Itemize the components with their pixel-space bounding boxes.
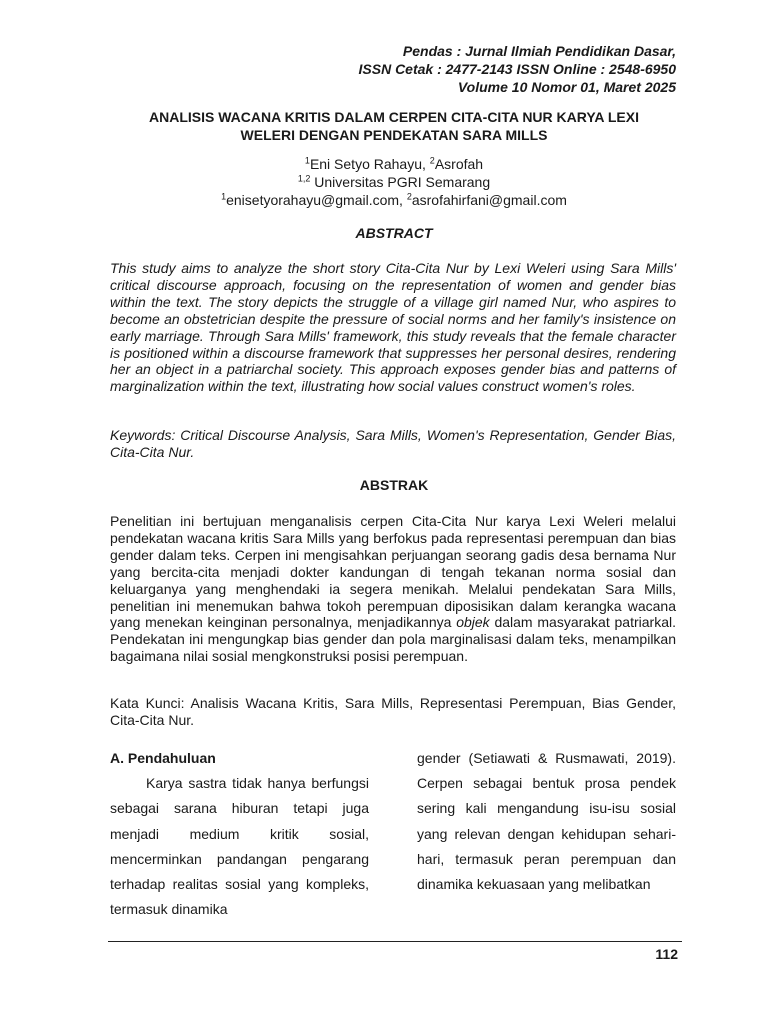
abstrak-heading: ABSTRAK <box>359 477 429 493</box>
author-2-superscript: 2 <box>429 155 435 166</box>
abstrak-text-part-1: Penelitian ini bertujuan menganalisis cerpen Cita-Cita Nur karya Lexi Weleri melalui pendekatan wacana kritis Sara Mills yang berfokus pada representasi perempuan dan bias gender dalam teks. Cerpen ini mengisahkan perjuangan seorang gadis desa bernama Nur yang bercita-cita menjadi dokter kandungan di tengah tekanan norma sosial dan keluarganya yang menghendaki ia segera menikah. Melalui pendekatan Sara Mills, penelitian ini menemukan bahwa tokoh perempuan diposisikan dalam kerangka wacana yang menekan keinginan personalnya, menjadikannya <box>110 513 676 631</box>
body-column-left <box>110 746 369 922</box>
page-number: 112 <box>655 946 678 962</box>
author-1: Eni Setyo Rahayu, <box>309 156 430 172</box>
abstract-text: This study aims to analyze the short story Cita-Cita Nur by Lexi Weleri using Sara Mills' critical discourse approach, focusing on the representation of women and gender bias within the text. The story depicts the struggle of a village girl named Nur, who aspires to become an obstetrician despite the pressure of social norms and her family's insistence on early marriage. Through Sara Mills' framework, this study reveals that the female character is positioned within a discourse framework that suppresses her personal desires, rendering her an object in a patriarchal society. This approach exposes gender bias and patterns of marginalization within the text, illustrating how social values construct women's roles. <box>110 260 676 395</box>
kata-kunci-text: Kata Kunci: Analisis Wacana Kritis, Sara Mills, Representasi Perempuan, Bias Gender, Cita-Cita Nur. <box>110 695 676 728</box>
author-affiliation <box>90 173 698 191</box>
email-1-superscript: 1 <box>221 191 227 202</box>
paper-title <box>100 108 688 144</box>
author-emails <box>90 191 698 209</box>
section-heading: A. Pendahuluan <box>110 750 216 766</box>
email-2: asrofahirfani@gmail.com <box>411 192 567 208</box>
author-1-superscript: 1 <box>304 155 310 166</box>
body-column-right <box>417 746 676 897</box>
abstrak-text-part-2: dalam masyarakat patriarkal. Pendekatan ini mengungkap bias gender dan pola marginalisasi dalam teks, menampilkan bagaimana nilai sosial mengkonstruksi posisi perempuan. <box>110 614 676 665</box>
affiliation-name: Universitas PGRI Semarang <box>310 174 491 190</box>
author-names <box>90 155 698 173</box>
abstrak-text <box>110 513 676 665</box>
paper-title-line-2: WELERI DENGAN PENDEKATAN SARA MILLS <box>240 127 548 143</box>
body-text-left: Karya sastra tidak hanya berfungsi sebagai sarana hiburan tetapi juga menjadi medium kritik sosial, mencerminkan pandangan pengarang terhadap realitas sosial yang kompleks, termasuk dinamika <box>110 775 369 918</box>
journal-volume: Volume 10 Nomor 01, Maret 2025 <box>457 79 676 95</box>
paper-title-line-1: ANALISIS WACANA KRITIS DALAM CERPEN CITA-CITA NUR KARYA LEXI <box>149 109 639 125</box>
keywords-text: Keywords: Critical Discourse Analysis, Sara Mills, Women's Representation, Gender Bias, Cita-Cita Nur. <box>110 427 676 460</box>
body-text-right: gender (Setiawati & Rusmawati, 2019). Cerpen sebagai bentuk prosa pendek sering kali mengandung isu-isu sosial yang relevan dengan kehidupan sehari-hari, termasuk peran perempuan dan dinamika kekuasaan yang melibatkan <box>417 750 676 893</box>
footer-rule <box>108 941 682 942</box>
author-2: Asrofah <box>434 156 484 172</box>
abstrak-text-italic: objek <box>456 614 490 631</box>
author-block <box>90 155 698 209</box>
affiliation-superscript: 1,2 <box>297 173 311 184</box>
journal-header <box>359 42 677 96</box>
email-2-superscript: 2 <box>406 191 412 202</box>
abstract-heading: ABSTRACT <box>355 225 433 241</box>
journal-name: Pendas : Jurnal Ilmiah Pendidikan Dasar, <box>402 43 676 59</box>
email-1: enisetyorahayu@gmail.com, <box>226 192 407 208</box>
journal-issn: ISSN Cetak : 2477-2143 ISSN Online : 2548-6950 <box>358 61 676 77</box>
